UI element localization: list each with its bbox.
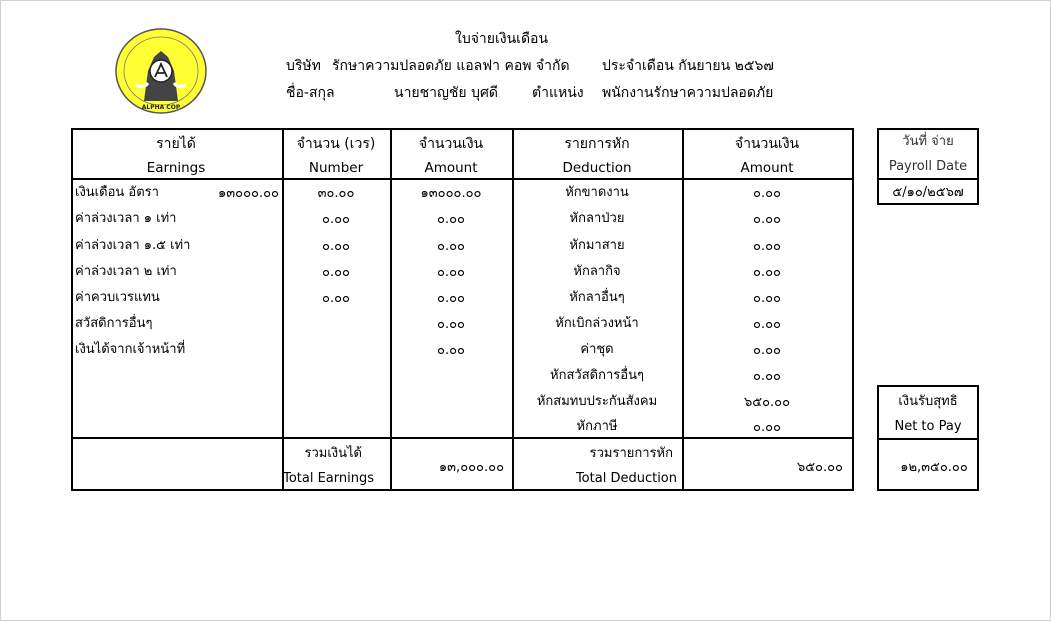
deduction-amount: ๐.๐๐ [753, 186, 781, 201]
col-number-th: จำนวน (เวร) [296, 136, 376, 152]
deduction-amount: ๖๕๐.๐๐ [743, 395, 791, 410]
payroll-date-label-en: Payroll Date [888, 159, 968, 174]
deduction-amount: ๐.๐๐ [753, 369, 781, 384]
deduction-label: หักภาษี [576, 419, 618, 434]
name-label: ชื่อ-สกุล [286, 85, 335, 101]
total-deduction-value: ๖๕๐.๐๐ [796, 460, 843, 475]
col-number-en: Number [308, 160, 364, 176]
company-label: บริษัท [286, 58, 321, 74]
deduction-label: ค่าชุด [580, 342, 614, 357]
earning-label: เงินเดือน อัตรา [75, 185, 159, 200]
employee-position: พนักงานรักษาความปลอดภัย [602, 85, 774, 101]
earning-number: ๐.๐๐ [322, 212, 350, 227]
payroll-date-label-th: วันที่ จ่าย [902, 134, 954, 149]
total-earnings-value: ๑๓,๐๐๐.๐๐ [438, 460, 504, 475]
total-earnings-th: รวมเงินได้ [304, 446, 362, 461]
earning-number: ๐.๐๐ [322, 265, 350, 280]
net-pay-label-th: เงินรับสุทธิ [898, 394, 958, 409]
col-earnings-th: รายได้ [156, 136, 196, 152]
salary-rate: ๑๓๐๐๐.๐๐ [218, 186, 279, 201]
position-label: ตำแหน่ง [532, 85, 584, 101]
earning-amount: ๑๓๐๐๐.๐๐ [420, 186, 482, 201]
earning-label: สวัสดิการอื่นๆ [75, 316, 153, 331]
col-earnings-en: Earnings [146, 160, 206, 176]
employee-name: นายชาญชัย บุศดี [394, 85, 498, 101]
deduction-amount: ๐.๐๐ [753, 420, 781, 435]
earning-amount: ๐.๐๐ [437, 317, 465, 332]
deduction-amount: ๐.๐๐ [753, 265, 781, 280]
earning-number: ๓๐.๐๐ [317, 186, 355, 201]
col-amount-th: จำนวนเงิน [418, 136, 484, 152]
total-deduction-th: รวมรายการหัก [589, 446, 673, 461]
col-deduction-th: รายการหัก [564, 136, 630, 152]
deduction-label: หักสมทบประกันสังคม [536, 394, 658, 409]
company-name: รักษาความปลอดภัย แอลฟา คอพ จำกัด [332, 58, 570, 74]
earning-amount: ๐.๐๐ [437, 239, 465, 254]
deduction-amount: ๐.๐๐ [753, 317, 781, 332]
col-amount2-th: จำนวนเงิน [734, 136, 800, 152]
earning-label: ค่าล่วงเวลา ๒ เท่า [75, 264, 177, 279]
earning-amount: ๐.๐๐ [437, 291, 465, 306]
document-title: ใบจ่ายเงินเดือน [455, 31, 549, 47]
deduction-label: หักขาดงาน [565, 185, 629, 200]
deduction-amount: ๐.๐๐ [753, 212, 781, 227]
deduction-label: หักลาอื่นๆ [569, 290, 625, 305]
earning-label: เงินได้จากเจ้าหน้าที่ [75, 342, 186, 357]
earning-label: ค่าล่วงเวลา ๑.๕ เท่า [75, 238, 191, 253]
earning-amount: ๐.๐๐ [437, 212, 465, 227]
total-deduction-en: Total Deduction [575, 471, 677, 486]
deduction-amount: ๐.๐๐ [753, 239, 781, 254]
net-pay-label-en: Net to Pay [894, 419, 962, 434]
deduction-amount: ๐.๐๐ [753, 291, 781, 306]
net-pay-value: ๑๒,๓๕๐.๐๐ [900, 460, 968, 475]
deduction-label: หักลากิจ [573, 264, 621, 279]
pay-period: ประจำเดือน กันยายน ๒๕๖๗ [602, 58, 774, 74]
col-amount-en: Amount [424, 160, 478, 176]
earning-number: ๐.๐๐ [322, 291, 350, 306]
total-earnings-en: Total Earnings [283, 471, 374, 486]
payroll-date-value: ๕/๑๐/๒๕๖๗ [892, 185, 964, 200]
earning-label: ค่าล่วงเวลา ๑ เท่า [75, 211, 177, 226]
deduction-label: หักเบิกล่วงหน้า [555, 316, 639, 331]
earning-amount: ๐.๐๐ [437, 343, 465, 358]
earning-label: ค่าควบเวรแทน [75, 290, 160, 305]
deduction-label: หักมาสาย [569, 238, 625, 253]
earning-amount: ๐.๐๐ [437, 265, 465, 280]
svg-text:ALPHA COP: ALPHA COP [141, 104, 181, 111]
col-deduction-en: Deduction [562, 160, 632, 176]
earning-number: ๐.๐๐ [322, 239, 350, 254]
deduction-label: หักลาป่วย [569, 211, 625, 226]
deduction-label: หักสวัสดิการอื่นๆ [550, 368, 644, 383]
col-amount2-en: Amount [740, 160, 794, 176]
company-logo [114, 27, 208, 115]
deduction-amount: ๐.๐๐ [753, 343, 781, 358]
payslip-table [71, 128, 854, 491]
